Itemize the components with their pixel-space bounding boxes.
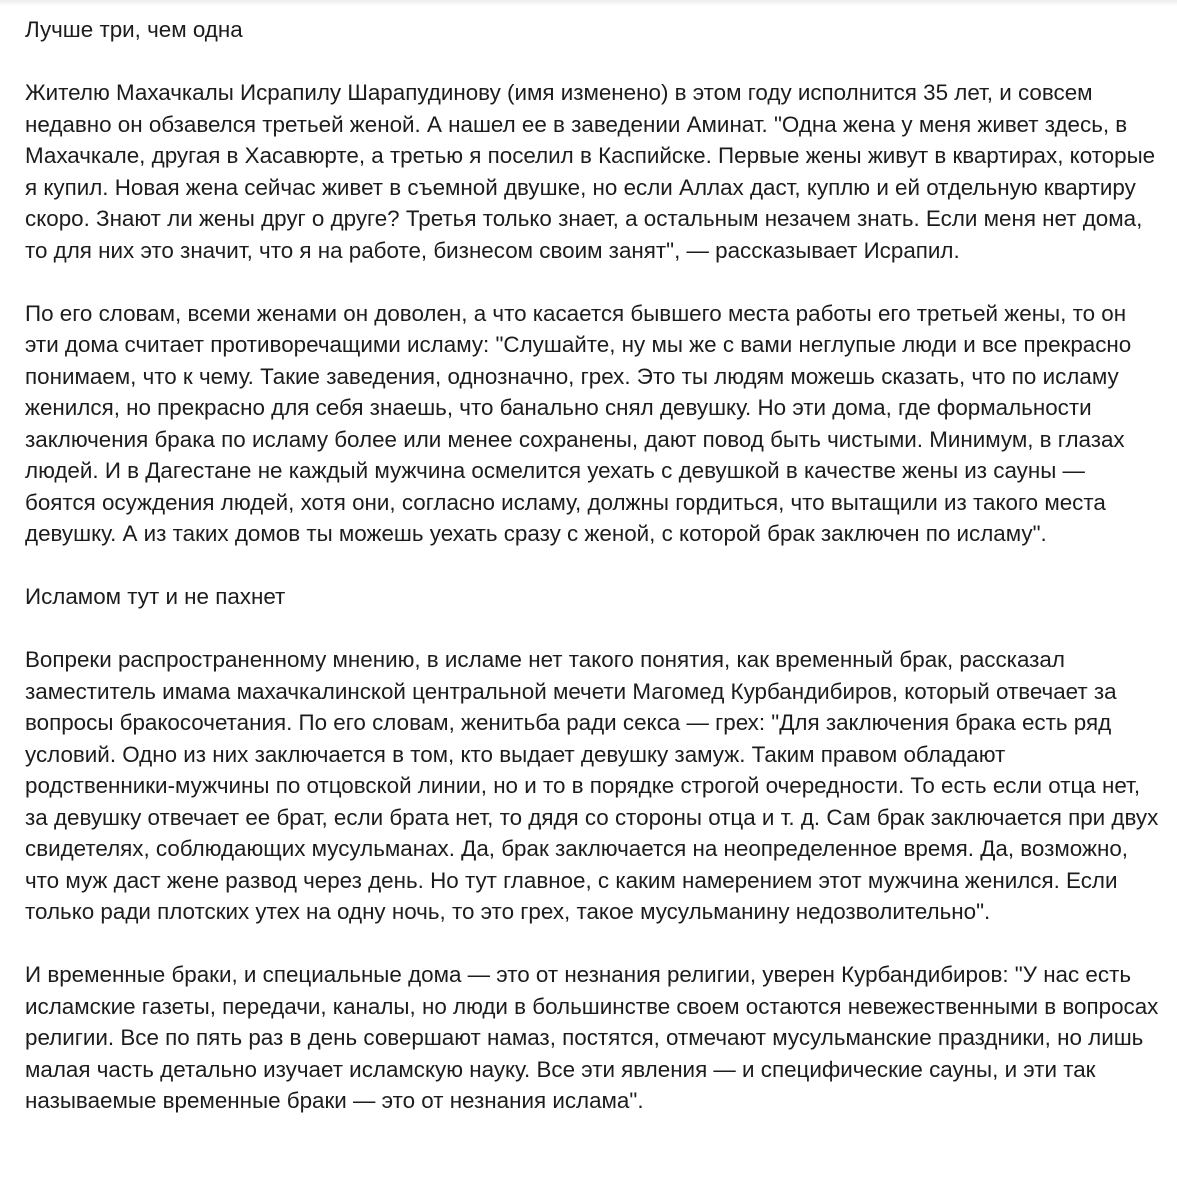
paragraph-2: По его словам, всеми женами он доволен, а что касается бывшего места работы его третьей жены, то он эти дома считает противоречащими исламу: "Слушайте, ну мы же с вами неглупые люди и все прекрасно понимаем, что к чему. Такие заведения, однозначно, грех. Это ты людям можешь сказать, что по исламу женился, но прекрасно для себя знаешь, что банально снял девушку. Но эти дома, где формальности заключения брака по исламу более или менее сохранены, дают повод быть чистыми. Минимум, в глазах людей. И в Дагестане не каждый мужчина осмелится уехать с девушкой в качестве жены из сауны — боятся осуждения людей, хотя они, согласно исламу, должны гордиться, что вытащили из такого места девушку. А из таких домов ты можешь уехать сразу с женой, с которой брак заключен по исламу". xyxy=(25,300,1132,546)
paragraph-3: Вопреки распространенному мнению, в исламе нет такого понятия, как временный брак, рассказал заместитель имама махачкалинской центральной мечети Магомед Курбандибиров, который отвечает за вопросы бракосочетания. По его словам, женитьба ради секса — грех: "Для заключения брака есть ряд условий. Одно из них заключается в том, кто выдает девушку замуж. Таким правом обладают родственники-мужчины по отцовской линии, но и то в порядке строгой очередности. То есть если отца нет, за девушку отвечает ее брат, если брата нет, то дядя со стороны отца и т. д. Сам брак заключается при двух свидетелях, соблюдающих мусульманах. Да, брак заключается на неопределенное время. Да, возможно, что муж даст жене развод через день. Но тут главное, с каким намерением этот мужчина женился. Если только ради плотских утех на одну ночь, то это грех, такое мусульманину недозволительно". xyxy=(25,647,1159,924)
top-edge-shadow xyxy=(0,0,1177,6)
paragraph-1: Жителю Махачкалы Исрапилу Шарапудинову (имя изменено) в этом году исполнится 35 лет, и совсем недавно он обзавелся третьей женой. А нашел ее в заведении Аминат. "Одна жена у меня живет здесь, в Махачкале, другая в Хасавюрте, а третью я поселил в Каспийске. Первые жены живут в квартирах, которые я купил. Новая жена сейчас живет в съемной двушке, но если Аллах даст, куплю и ей отдельную квартиру скоро. Знают ли жены друг о друге? Третья только знает, а остальным незачем знать. Если меня нет дома, то для них это значит, что я на работе, бизнесом своим занят", — рассказывает Исрапил. xyxy=(25,80,1156,263)
paragraph-4: И временные браки, и специальные дома — это от незнания религии, уверен Курбандибиров: "У нас есть исламские газеты, передачи, каналы, но люди в большинстве своем остаются невежественными в вопросах религии. Все по пять раз в день совершают намаз, постятся, отмечают мусульманские праздники, но лишь малая часть детально изучает исламскую науку. Все эти явления — и специфические сауны, и эти так называемые временные браки — это от незнания ислама". xyxy=(25,962,1159,1113)
section-heading-2: Исламом тут и не пахнет xyxy=(25,584,286,609)
article-body xyxy=(25,14,1160,1117)
section-heading-1: Лучше три, чем одна xyxy=(25,17,243,42)
